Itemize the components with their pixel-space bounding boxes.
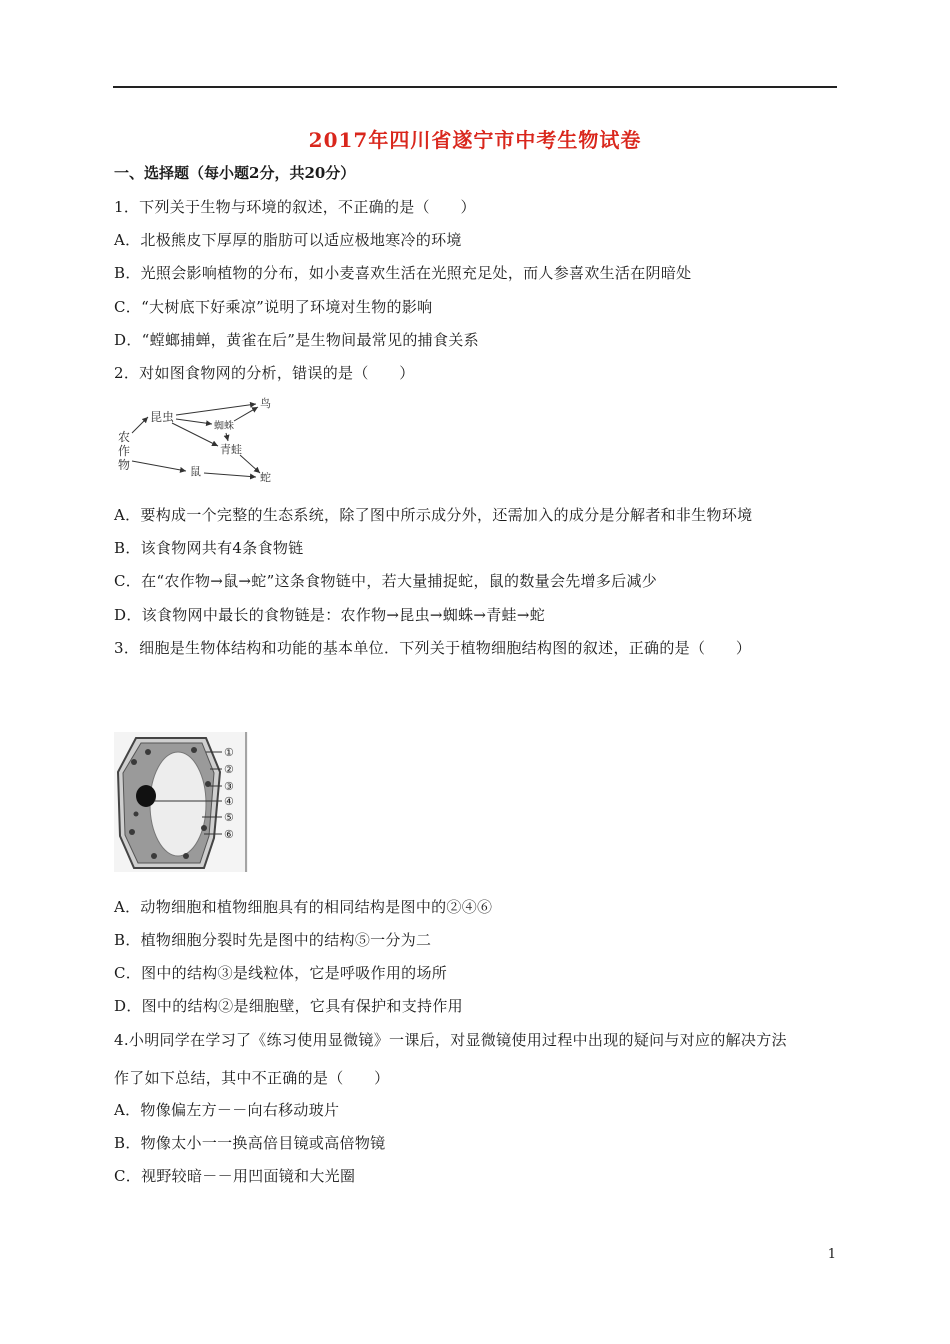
arrow-mouse-snake (204, 473, 256, 477)
page-number: 1 (827, 1247, 836, 1262)
arrow-crop-insect (132, 417, 148, 433)
fw-bird: 鸟 (260, 397, 271, 410)
q1-option-d: D．“螳螂捕蝉，黄雀在后”是生物间最常见的捕食关系 (114, 331, 479, 349)
fw-producer-1: 农 (118, 430, 131, 444)
q2-option-c: C．在“农作物→鼠→蛇”这条食物链中，若大量捕捉蛇，鼠的数量会先增多后减少 (114, 572, 658, 590)
fw-frog: 青蛙 (220, 443, 242, 456)
q4-option-c: C．视野较暗－－用凹面镜和大光圈 (114, 1167, 356, 1185)
q2-option-b: B．该食物网共有4条食物链 (114, 539, 304, 557)
arrow-insect-bird (176, 404, 256, 415)
page-title: 2017年四川省遂宁市中考生物试卷 (308, 128, 642, 152)
q3-option-a: A．动物细胞和植物细胞具有的相同结构是图中的②④⑥ (114, 898, 493, 916)
vacuole (150, 752, 206, 856)
q1-option-b: B．光照会影响植物的分布，如小麦喜欢生活在光照充足处，而人参喜欢生活在阴暗处 (114, 264, 692, 282)
arrow-frog-snake (240, 455, 260, 473)
fw-spider: 蜘蛛 (214, 421, 234, 432)
food-web-figure (114, 395, 284, 487)
nucleus (136, 785, 156, 807)
q4-option-a: A．物像偏左方－－向右移动玻片 (114, 1101, 340, 1119)
question-3-stem: 3．细胞是生物体结构和功能的基本单位．下列关于植物细胞结构图的叙述，正确的是（ ） (114, 639, 752, 657)
q1-option-c: C．“大树底下好乘凉”说明了环境对生物的影响 (114, 298, 433, 316)
q2-option-d: D．该食物网中最长的食物链是：农作物→昆虫→蜘蛛→青蛙→蛇 (114, 606, 546, 624)
fw-producer-3: 物 (118, 458, 131, 472)
fw-producer-2: 作 (118, 444, 131, 458)
q3-option-c: C．图中的结构③是线粒体，它是呼吸作用的场所 (114, 964, 448, 982)
arrow-crop-mouse (132, 461, 186, 471)
q1-option-a: A．北极熊皮下厚厚的脂肪可以适应极地寒冷的环境 (114, 231, 462, 249)
question-4-stem-line1: 4.小明同学在学习了《练习使用显微镜》一课后，对显微镜使用过程中出现的疑问与对应的解决方法 (114, 1031, 787, 1049)
arrow-insect-frog (172, 423, 218, 446)
question-2-stem: 2．对如图食物网的分析，错误的是（ ） (114, 364, 415, 382)
cell-label-1: ① (224, 746, 234, 759)
q4-option-b: B．物像太小一一换高倍目镜或高倍物镜 (114, 1134, 386, 1152)
fw-insect: 昆虫 (150, 410, 175, 424)
section-heading: 一、选择题（每小题2分，共20分） (114, 164, 356, 182)
question-1-stem: 1．下列关于生物与环境的叙述，不正确的是（ ） (114, 198, 476, 216)
arrow-spider-bird (234, 407, 258, 421)
q3-option-b: B．植物细胞分裂时先是图中的结构⑤一分为二 (114, 931, 432, 949)
plant-cell-figure (114, 732, 248, 872)
cell-label-4: ④ (224, 795, 234, 808)
cell-label-3: ③ (224, 780, 234, 793)
question-4-stem-line2: 作了如下总结，其中不正确的是（ ） (114, 1069, 390, 1087)
cell-label-6: ⑥ (224, 828, 234, 841)
arrow-insect-spider (176, 419, 212, 424)
fw-mouse: 鼠 (190, 465, 201, 478)
q3-option-d: D．图中的结构②是细胞壁，它具有保护和支持作用 (114, 997, 463, 1015)
cell-label-5: ⑤ (224, 811, 234, 824)
arrow-spider-frog (226, 433, 228, 441)
q2-option-a: A．要构成一个完整的生态系统，除了图中所示成分外，还需加入的成分是分解者和非生物环境 (114, 506, 753, 524)
cell-label-2: ② (224, 763, 234, 776)
header-rule (113, 86, 837, 88)
fw-snake: 蛇 (260, 471, 271, 484)
